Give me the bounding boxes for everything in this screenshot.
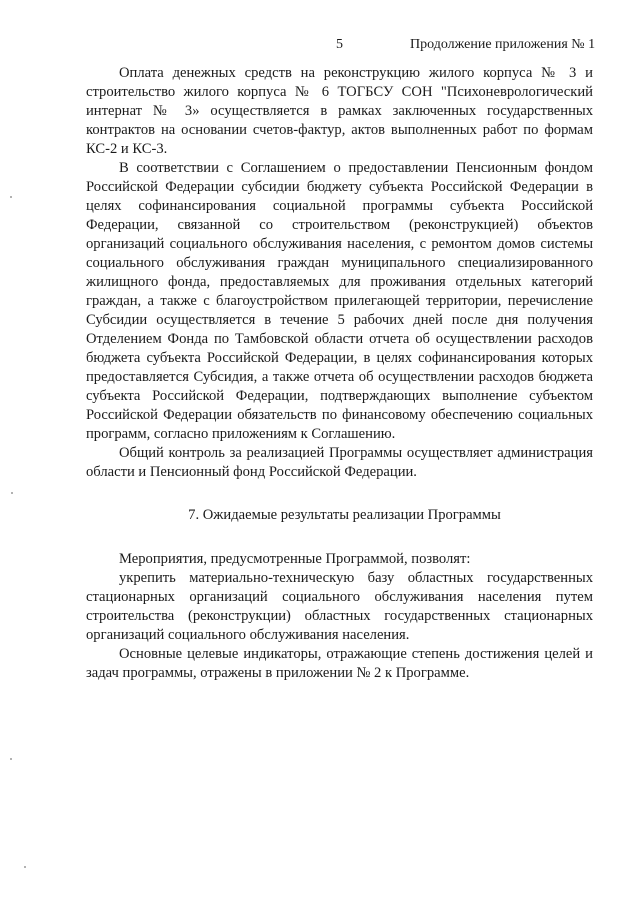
document-body — [86, 64, 593, 683]
page-number: 5 — [336, 37, 343, 52]
paragraph-control: Общий контроль за реализацией Программы осуществляет администрация области и Пенсионный фонд Российской Федерации. — [86, 445, 593, 480]
scan-speck — [10, 196, 12, 198]
paragraph-measures-item: укрепить материально-техническую базу областных государственных стационарных организаций социального обслуживания населения путем строительства (реконструкции) областных государственных стационарных организаций социального обслуживания населения. — [86, 570, 593, 643]
paragraph-measures-intro: Мероприятия, предусмотренные Программой, позволят: — [119, 551, 471, 567]
paragraph-subsidy-agreement: В соответствии с Соглашением о предоставлении Пенсионным фондом Российской Федерации субсидии бюджету субъекта Российской Федерации в целях софинансирования социальной программы субъекта Российской Федерации, связанной со строительством (реконструкцией) объектов организаций социального обслуживания населения, с ремонтом домов системы социального обслуживания граждан муниципального специализированного жилищного фонда, предоставляемых для проживания отдельных категорий граждан, а также с благоустройством прилегающей территории, перечисление Субсидии осуществляется в течение 5 рабочих дней после дня получения Отделением Фонда по Тамбовской области отчета об осуществлении расходов бюджета субъекта Российской Федерации, в целях софинансирования которых предоставляется Субсидия, а также отчета об осуществлении расходов бюджета субъекта Российской Федерации, подтверждающих выполнение субъектом Российской Федерации обязательств по финансовому обеспечению социальных программ, согласно приложениям к Соглашению. — [86, 160, 593, 442]
scan-speck — [10, 758, 12, 760]
scan-speck — [24, 866, 26, 868]
section-heading: 7. Ожидаемые результаты реализации Программы — [188, 507, 501, 523]
paragraph-indicators: Основные целевые индикаторы, отражающие степень достижения целей и задач программы, отражены в приложении № 2 к Программе. — [86, 646, 593, 681]
paragraph-payment: Оплата денежных средств на реконструкцию жилого корпуса № 3 и строительство жилого корпуса № 6 ТОГБСУ СОН "Психоневрологический интернат № 3» осуществляется в рамках заключенных государственных контрактов на основании счетов-фактур, актов выполненных работ по формам КС-2 и КС-3. — [86, 65, 593, 157]
scan-speck — [11, 492, 13, 494]
running-header: Продолжение приложения № 1 — [410, 37, 596, 52]
